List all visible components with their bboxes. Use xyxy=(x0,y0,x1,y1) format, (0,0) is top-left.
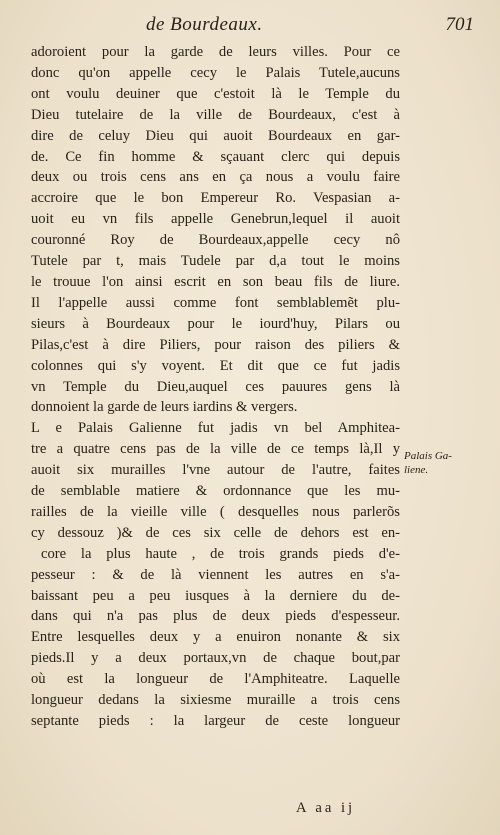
text-line: dire de celuy Dieu qui auoit Bourdeaux en gar- xyxy=(31,127,400,144)
margin-note-line: Palais Ga- xyxy=(404,450,452,462)
text-line: auoit six murailles l'vne autour de l'autre, faites xyxy=(31,462,400,479)
text-line: vn Temple du Dieu,auquel ces pauures gens là xyxy=(31,378,400,395)
text-line: dans qui n'a pas plus de deux pieds d'espesseur. xyxy=(31,608,400,625)
text-line: de. Ce fin homme & sçauant clerc qui depuis xyxy=(31,148,400,165)
text-line: donc qu'on appelle cecy le Palais Tutele,aucuns xyxy=(31,64,400,81)
text-line: uoit eu vn fils appelle Genebrun,lequel il auoit xyxy=(31,211,400,228)
margin-note-line: liene. xyxy=(404,464,429,476)
text-line: sieurs à Bourdeaux pour le iourd'huy, Pilars ou xyxy=(31,315,400,332)
text-line: railles de la vieille ville ( desquelles nous parlerõs xyxy=(31,503,400,520)
page-header xyxy=(146,14,474,36)
text-line: de semblable matiere & ordonnance que les mu- xyxy=(31,483,400,500)
text-line: colonnes qui s'y voyent. Et dit que ce fut jadis xyxy=(31,357,400,374)
text-line: Dieu tutelaire de la ville de Bourdeaux, c'est à xyxy=(31,106,400,123)
text-line: Tutele par t, mais Tudele par d,a tout le moins xyxy=(31,253,400,270)
text-line: tre a quatre cens pas de la ville de ce temps là,Il y xyxy=(31,441,400,458)
text-line: Il l'appelle aussi comme font semblablemẽt plu- xyxy=(31,294,400,311)
text-line: donnoient la garde de leurs iardins & vergers. xyxy=(31,399,298,416)
body-text xyxy=(31,42,400,732)
text-line: core la plus haute , de trois grands pieds d'e- xyxy=(41,545,400,562)
signature-mark: A aa ij xyxy=(296,800,356,816)
text-line: ont voulu deuiner que c'estoit là le Temple du xyxy=(31,85,400,102)
text-line: longueur dedans la sixiesme muraille a trois cens xyxy=(31,692,400,709)
text-line: pieds.Il y a deux portaux,vn de chaque bout,par xyxy=(31,650,400,667)
text-line: adoroient pour la garde de leurs villes. Pour ce xyxy=(31,44,400,60)
text-line: le trouue l'on ainsi escrit en son beau fils de liure. xyxy=(31,273,400,290)
running-head: de Bourdeaux. xyxy=(146,14,263,35)
margin-note xyxy=(404,449,496,477)
text-line: baissant peu a peu iusques à la derniere du de- xyxy=(31,587,400,604)
text-line: Pilas,c'est à dire Piliers, pour raison des piliers & xyxy=(31,336,400,353)
page-number: 701 xyxy=(445,14,474,35)
text-line: Entre lesquelles deux y a enuiron nonante & six xyxy=(31,629,400,646)
text-line: où est la longueur de l'Amphiteatre. Laquelle xyxy=(31,671,400,688)
text-line-paragraph-start: L e Palais Galienne fut jadis vn bel Amphitea- xyxy=(31,420,400,437)
text-line: cy dessouz )& de ces six celle de dehors est en- xyxy=(31,524,400,541)
text-line: deux ou trois cens ans en ça nous a voulu faire xyxy=(31,169,400,186)
text-line: accroire que le bon Empereur Ro. Vespasian a- xyxy=(31,190,400,207)
text-line: pesseur : & de là viennent les autres en s'a- xyxy=(31,566,400,583)
text-line: couronné Roy de Bourdeaux,appelle cecy nô xyxy=(31,232,400,249)
text-line: septante pieds : la largeur de ceste longueur xyxy=(31,713,400,729)
